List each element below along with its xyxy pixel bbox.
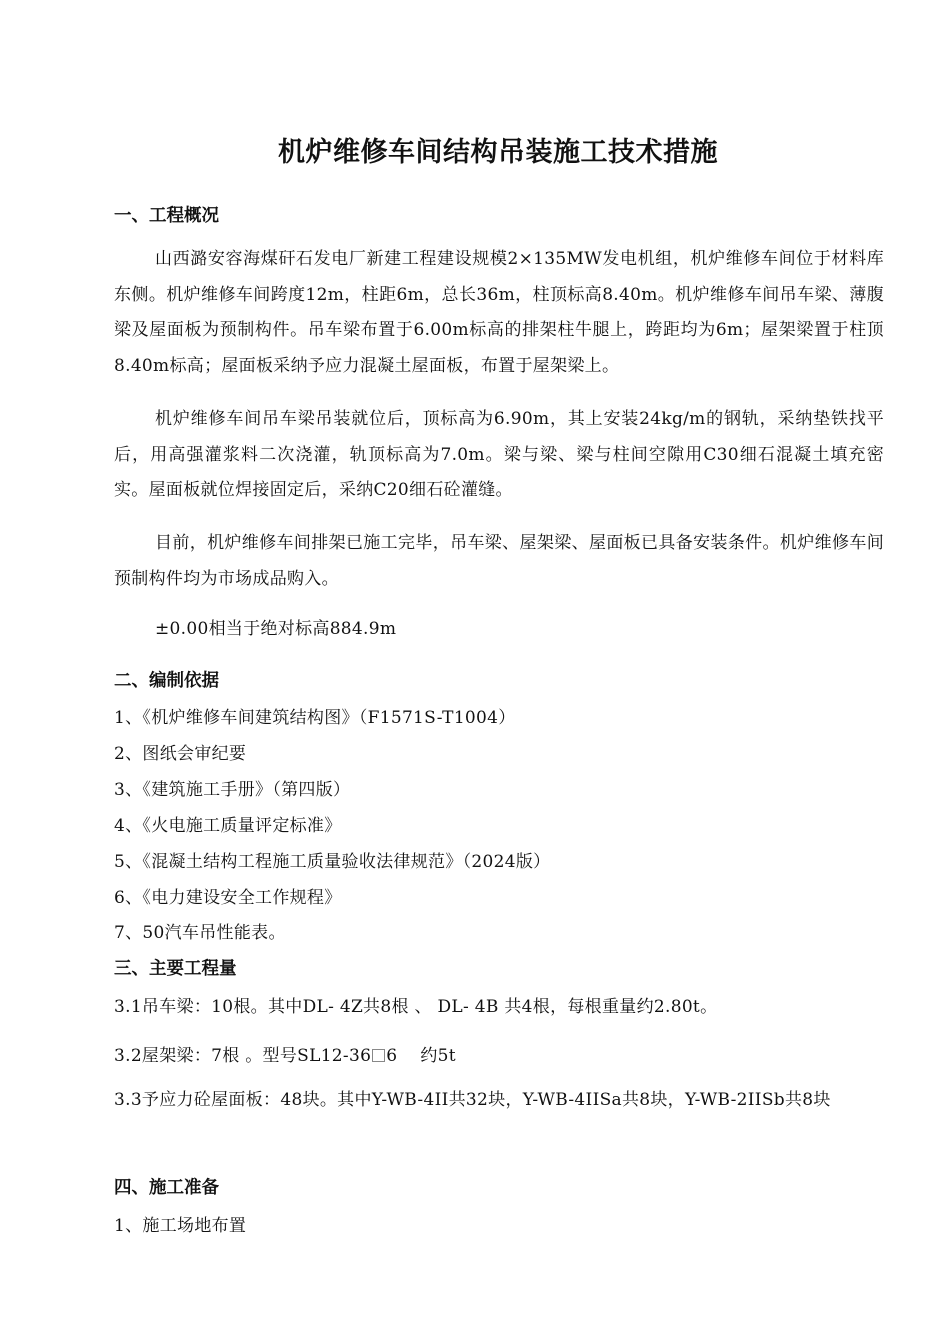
section-heading-quantities: 三、主要工程量 xyxy=(114,959,237,979)
overview-paragraph-1: 山西潞安容海煤矸石发电厂新建工程建设规模2×135MW发电机组，机炉维修车间位于材料库东侧。机炉维修车间跨度12m，柱距6m，总长36m，柱顶标高8.40m。机炉维修车间吊车梁、薄腹梁及屋面板为预制构件。吊车梁布置于6.00m标高的排架柱牛腿上，跨距均为6m；屋架梁置于柱顶8.40m标高；屋面板采纳予应力混凝土屋面板，布置于屋架梁上。 xyxy=(114,249,884,376)
section-heading-preparation: 四、施工准备 xyxy=(114,1178,219,1198)
roof-truss-model: 3.2屋架梁：7根 。型号SL12-36 xyxy=(114,1046,372,1066)
overview-paragraph-4: ±0.00相当于绝对标高884.9m xyxy=(155,619,397,639)
missing-glyph-box xyxy=(372,1049,385,1062)
basis-item-7: 7、50汽车吊性能表。 xyxy=(114,923,286,943)
basis-item-3: 3、《建筑施工手册》（第四版） xyxy=(114,780,351,800)
section-heading-overview: 一、工程概况 xyxy=(114,206,219,226)
document-title: 机炉维修车间结构吊装施工技术措施 xyxy=(278,137,718,168)
section-heading-basis: 二、编制依据 xyxy=(114,671,219,691)
quantity-item-roof-truss xyxy=(114,1041,456,1066)
roof-truss-weight: 6 约5t xyxy=(386,1046,456,1066)
basis-item-2: 2、图纸会审纪要 xyxy=(114,744,247,764)
preparation-item-1: 1、施工场地布置 xyxy=(114,1216,247,1236)
basis-item-6: 6、《电力建设安全工作规程》 xyxy=(114,888,342,908)
basis-item-1: 1、《机炉维修车间建筑结构图》（F1571S-T1004） xyxy=(114,708,516,728)
basis-item-4: 4、《火电施工质量评定标准》 xyxy=(114,816,342,836)
overview-paragraph-2: 机炉维修车间吊车梁吊装就位后，顶标高为6.90m，其上安装24kg/m的钢轨，采纳垫铁找平后，用高强灌浆料二次浇灌，轨顶标高为7.0m。梁与梁、梁与柱间空隙用C30细石混凝土填充密实。屋面板就位焊接固定后，采纳C20细石砼灌缝。 xyxy=(114,409,884,500)
basis-item-5: 5、《混凝土结构工程施工质量验收法律规范》（2024版） xyxy=(114,852,551,872)
quantity-item-roof-panel: 3.3予应力砼屋面板：48块。其中Y-WB-4II共32块，Y-WB-4IISa共8块，Y-WB-2IISb共8块 xyxy=(114,1090,831,1110)
quantity-item-crane-beam: 3.1吊车梁：10根。其中DL- 4Z共8根 、 DL- 4B 共4根，每根重量约2.80t。 xyxy=(114,997,718,1017)
overview-paragraph-3: 目前，机炉维修车间排架已施工完毕，吊车梁、屋架梁、屋面板已具备安装条件。机炉维修车间预制构件均为市场成品购入。 xyxy=(114,533,884,589)
